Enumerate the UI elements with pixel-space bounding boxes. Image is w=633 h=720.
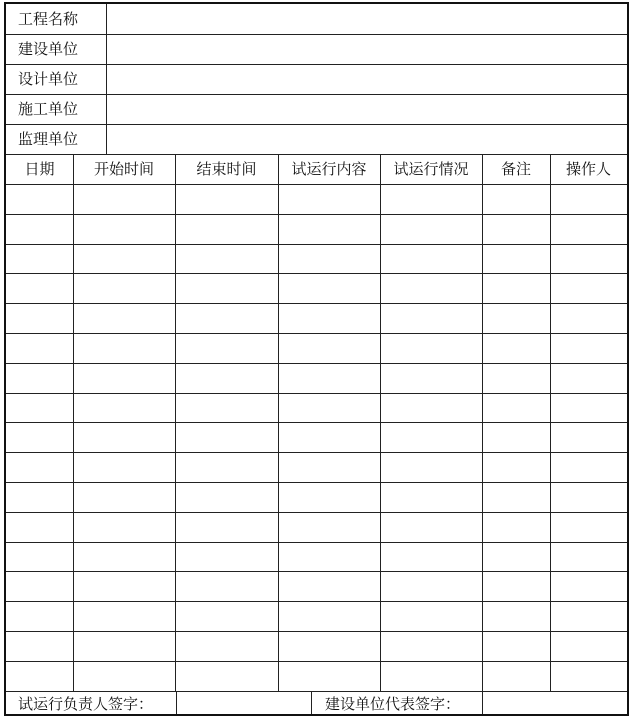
divider (176, 691, 177, 714)
table-cell[interactable] (550, 422, 627, 452)
table-cell[interactable] (278, 393, 380, 423)
table-cell[interactable] (482, 452, 550, 482)
table-cell[interactable] (380, 184, 482, 214)
table-cell[interactable] (550, 393, 627, 423)
table-header: 开始时间 (93, 160, 154, 178)
table-cell[interactable] (380, 363, 482, 393)
table-cell[interactable] (550, 363, 627, 393)
table-cell[interactable] (380, 452, 482, 482)
table-cell[interactable] (278, 512, 380, 542)
table-cell[interactable] (380, 631, 482, 661)
info-label: 设计单位 (18, 70, 79, 88)
table-cell[interactable] (6, 363, 73, 393)
table-header: 日期 (24, 160, 55, 178)
table-cell[interactable] (73, 661, 175, 691)
table-cell[interactable] (482, 661, 550, 691)
table-header: 试运行内容 (291, 160, 367, 178)
info-value-field[interactable] (108, 64, 625, 94)
table-cell[interactable] (482, 512, 550, 542)
table-cell[interactable] (278, 631, 380, 661)
info-label: 建设单位 (18, 40, 79, 58)
table-cell[interactable] (380, 422, 482, 452)
table-cell[interactable] (278, 273, 380, 303)
table-cell[interactable] (482, 422, 550, 452)
table-cell[interactable] (73, 303, 175, 333)
table-cell[interactable] (482, 244, 550, 274)
info-label: 工程名称 (18, 10, 79, 28)
divider (380, 154, 381, 691)
table-cell[interactable] (175, 303, 278, 333)
table-cell[interactable] (380, 571, 482, 601)
table-cell[interactable] (278, 184, 380, 214)
divider (106, 4, 107, 154)
table-header: 试运行情况 (393, 160, 469, 178)
table-cell[interactable] (550, 214, 627, 244)
table-cell[interactable] (482, 333, 550, 363)
divider (482, 691, 483, 714)
table-cell[interactable] (175, 422, 278, 452)
table-cell[interactable] (482, 571, 550, 601)
table-cell[interactable] (482, 184, 550, 214)
table-cell[interactable] (380, 601, 482, 631)
table-cell[interactable] (482, 542, 550, 572)
table-cell[interactable] (73, 571, 175, 601)
table-cell[interactable] (73, 512, 175, 542)
table-cell[interactable] (278, 571, 380, 601)
table-cell[interactable] (550, 333, 627, 363)
table-cell[interactable] (175, 542, 278, 572)
table-cell[interactable] (6, 661, 73, 691)
table-cell[interactable] (6, 452, 73, 482)
table-cell[interactable] (6, 631, 73, 661)
table-cell[interactable] (380, 661, 482, 691)
table-cell[interactable] (73, 601, 175, 631)
table-cell[interactable] (175, 631, 278, 661)
divider (175, 154, 176, 691)
table-cell[interactable] (6, 482, 73, 512)
table-cell[interactable] (550, 273, 627, 303)
table-cell[interactable] (380, 273, 482, 303)
table-cell[interactable] (482, 363, 550, 393)
info-value-field[interactable] (108, 4, 625, 34)
table-cell[interactable] (73, 542, 175, 572)
table-cell[interactable] (482, 601, 550, 631)
table-cell[interactable] (482, 214, 550, 244)
info-label: 施工单位 (18, 100, 79, 118)
table-cell[interactable] (73, 393, 175, 423)
table-cell[interactable] (550, 601, 627, 631)
table-cell[interactable] (550, 303, 627, 333)
table-cell[interactable] (73, 333, 175, 363)
table-cell[interactable] (380, 512, 482, 542)
table-header: 备注 (500, 160, 531, 178)
table-cell[interactable] (278, 482, 380, 512)
table-cell[interactable] (73, 184, 175, 214)
table-cell[interactable] (6, 214, 73, 244)
table-cell[interactable] (278, 422, 380, 452)
table-cell[interactable] (380, 214, 482, 244)
divider (73, 154, 74, 691)
table-cell[interactable] (175, 571, 278, 601)
table-cell[interactable] (175, 244, 278, 274)
table-cell[interactable] (73, 452, 175, 482)
table-cell[interactable] (73, 244, 175, 274)
table-cell[interactable] (175, 661, 278, 691)
table-cell[interactable] (482, 631, 550, 661)
table-cell[interactable] (380, 542, 482, 572)
table-cell[interactable] (550, 542, 627, 572)
divider (550, 154, 551, 691)
table-cell[interactable] (550, 631, 627, 661)
table-cell[interactable] (550, 512, 627, 542)
divider (278, 154, 279, 691)
table-cell[interactable] (6, 273, 73, 303)
responsible-signature-label: 试运行负责人签字： (18, 695, 154, 713)
table-cell[interactable] (380, 393, 482, 423)
table-cell[interactable] (550, 452, 627, 482)
info-value-field[interactable] (108, 34, 625, 64)
table-cell[interactable] (482, 273, 550, 303)
table-cell[interactable] (6, 571, 73, 601)
table-cell[interactable] (6, 542, 73, 572)
table-cell[interactable] (6, 393, 73, 423)
table-cell[interactable] (73, 363, 175, 393)
table-cell[interactable] (550, 482, 627, 512)
table-cell[interactable] (6, 601, 73, 631)
table-cell[interactable] (6, 244, 73, 274)
table-cell[interactable] (175, 393, 278, 423)
table-cell[interactable] (550, 661, 627, 691)
table-cell[interactable] (482, 393, 550, 423)
table-cell[interactable] (175, 184, 278, 214)
table-cell[interactable] (550, 244, 627, 274)
table-cell[interactable] (6, 512, 73, 542)
table-cell[interactable] (278, 601, 380, 631)
table-header: 操作人 (565, 160, 611, 178)
table-cell[interactable] (73, 482, 175, 512)
table-cell[interactable] (73, 631, 175, 661)
table-cell[interactable] (73, 273, 175, 303)
table-cell[interactable] (482, 303, 550, 333)
table-cell[interactable] (73, 422, 175, 452)
table-cell[interactable] (278, 661, 380, 691)
table-cell[interactable] (380, 333, 482, 363)
table-cell[interactable] (175, 333, 278, 363)
table-cell[interactable] (278, 542, 380, 572)
table-cell[interactable] (278, 214, 380, 244)
info-label: 监理单位 (18, 130, 79, 148)
table-header: 结束时间 (196, 160, 257, 178)
divider (311, 691, 312, 714)
table-cell[interactable] (278, 333, 380, 363)
info-value-field[interactable] (108, 94, 625, 124)
table-cell[interactable] (6, 333, 73, 363)
table-cell[interactable] (278, 303, 380, 333)
table-cell[interactable] (380, 303, 482, 333)
table-cell[interactable] (278, 452, 380, 482)
info-value-field[interactable] (108, 124, 625, 154)
table-cell[interactable] (175, 601, 278, 631)
table-cell[interactable] (278, 244, 380, 274)
table-cell[interactable] (6, 422, 73, 452)
table-cell[interactable] (73, 214, 175, 244)
table-cell[interactable] (175, 273, 278, 303)
table-cell[interactable] (175, 512, 278, 542)
table-cell[interactable] (380, 482, 482, 512)
responsible-signature-field[interactable] (176, 691, 311, 718)
table-cell[interactable] (380, 244, 482, 274)
table-cell[interactable] (175, 363, 278, 393)
table-cell[interactable] (550, 571, 627, 601)
table-cell[interactable] (175, 452, 278, 482)
table-cell[interactable] (550, 184, 627, 214)
owner-rep-signature-field[interactable] (482, 691, 627, 718)
table-cell[interactable] (482, 482, 550, 512)
owner-rep-signature-label: 建设单位代表签字： (325, 695, 461, 713)
table-cell[interactable] (175, 482, 278, 512)
table-cell[interactable] (6, 184, 73, 214)
divider (482, 154, 483, 691)
table-cell[interactable] (175, 214, 278, 244)
table-cell[interactable] (278, 363, 380, 393)
trial-run-record-form (4, 2, 629, 716)
table-cell[interactable] (6, 303, 73, 333)
